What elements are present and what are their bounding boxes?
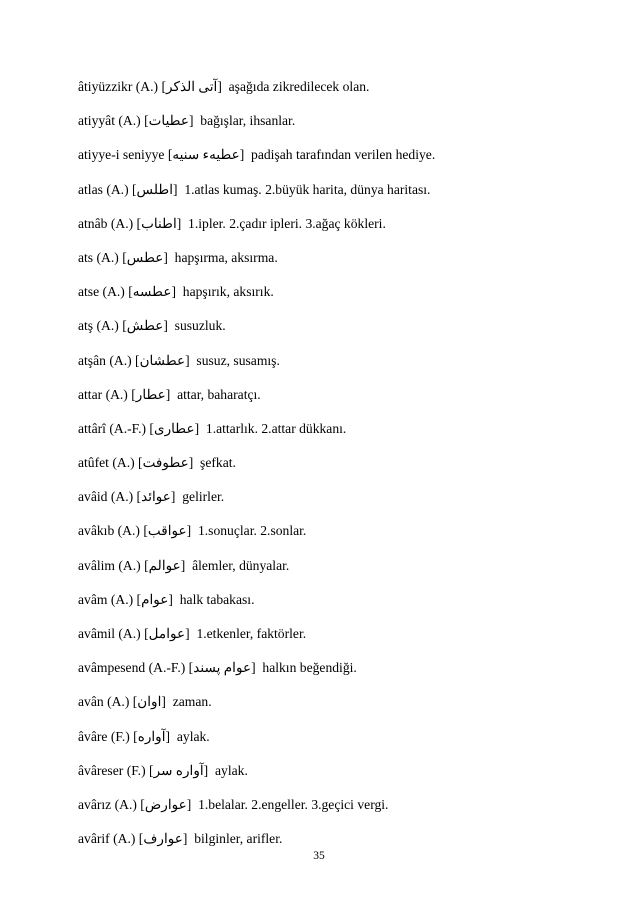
- dictionary-entry: atlas (A.) [اطلس] 1.atlas kumaş. 2.büyük harita, dünya haritası.: [78, 181, 431, 197]
- entry-origin: (A.-F.): [109, 420, 147, 436]
- entry-arabic-script: عطیات: [148, 113, 189, 129]
- entry-definition: 1.etkenler, faktörler.: [196, 626, 307, 641]
- entry-arabic-script: عوامل: [148, 626, 186, 641]
- entry-headword: âvâreser: [78, 762, 124, 778]
- entry-definition: attar, baharatçı.: [177, 386, 261, 402]
- dictionary-entry: atnâb (A.) [اطناب] 1.ipler. 2.çadır ipleri. 3.ağaç kökleri.: [78, 215, 386, 231]
- entry-headword: avâkıb: [78, 523, 115, 539]
- dictionary-entry: âtiyüzzikr (A.) [آتی الذکر] aşağıda zikredilecek olan.: [78, 79, 370, 94]
- entry-headword: avâid: [78, 489, 108, 505]
- entry-definition: 1.attarlık. 2.attar dükkanı.: [205, 420, 347, 436]
- entry-arabic-script: عوام پسند: [193, 660, 252, 676]
- entry-definition: padişah tarafından verilen hediye.: [251, 147, 436, 163]
- entry-definition: gelirler.: [182, 489, 225, 505]
- entry-arabic-script: آتی الذکر: [165, 79, 218, 94]
- entry-headword: avâmil: [78, 626, 115, 641]
- entry-arabic-script: عطیهء سنیه: [172, 147, 240, 163]
- entry-headword: avâlim: [78, 557, 115, 573]
- dictionary-entry: atse (A.) [عطسه] hapşırık, aksırık.: [78, 284, 274, 300]
- entry-arabic-script: آواره سر: [153, 762, 204, 778]
- entry-arabic-script: عطش: [126, 318, 164, 334]
- entry-arabic-script: عوالم: [148, 557, 181, 573]
- entry-arabic-script: عطاری: [153, 420, 195, 436]
- entry-arabic-script: عطشان: [139, 352, 186, 368]
- entry-origin: (A.): [118, 113, 141, 129]
- entry-arabic-script: عطوفت: [142, 455, 189, 471]
- entry-headword: atiyye-i seniyye: [78, 147, 165, 163]
- entry-origin: (F.): [110, 728, 130, 744]
- entry-origin: (A.): [114, 796, 137, 812]
- entry-definition: 1.ipler. 2.çadır ipleri. 3.ağaç kökleri.: [188, 215, 386, 231]
- page-number: 35: [313, 850, 325, 862]
- entry-headword: ats: [78, 249, 94, 265]
- entry-origin: (A.): [110, 489, 134, 505]
- entry-headword: avâm: [78, 591, 108, 607]
- entry-origin: (A.): [113, 831, 136, 847]
- dictionary-entry: atiyye-i seniyye [عطیهء سنیه] padişah tarafından verilen hediye.: [78, 147, 436, 163]
- entry-headword: avân: [78, 694, 104, 710]
- entry-arabic-script: عطار: [135, 386, 166, 402]
- entry-headword: atiyyât: [78, 113, 115, 129]
- dictionary-entry: avâm (A.) [عوام] halk tabakası.: [78, 591, 255, 607]
- entry-origin: (A.): [109, 352, 132, 368]
- entry-headword: atşân: [78, 352, 106, 368]
- entry-headword: avârız: [78, 796, 112, 812]
- entry-origin: (A.): [96, 318, 119, 334]
- dictionary-entry: atûfet (A.) [عطوفت] şefkat.: [78, 455, 236, 471]
- entry-definition: susuzluk.: [174, 318, 226, 334]
- entry-origin: (A.): [105, 386, 128, 402]
- entry-origin: (A.): [118, 626, 141, 641]
- entry-headword: âtiyüzzikr: [78, 79, 133, 94]
- entry-arabic-script: اطناب: [141, 215, 177, 231]
- dictionary-entry: âvâre (F.) [آواره] aylak.: [78, 728, 210, 744]
- entry-origin: (A.): [106, 181, 129, 197]
- entry-list: [78, 72, 578, 858]
- entry-arabic-script: عواقب: [147, 523, 187, 539]
- dictionary-entry: attar (A.) [عطار] attar, baharatçı.: [78, 386, 261, 402]
- entry-origin: (A.): [117, 523, 140, 539]
- entry-origin: (A.): [110, 215, 134, 231]
- entry-definition: 1.atlas kumaş. 2.büyük harita, dünya haritası.: [184, 181, 431, 197]
- entry-headword: attar: [78, 386, 103, 402]
- dictionary-entry: avârif (A.) [عوارف] bilginler, arifler.: [78, 831, 283, 847]
- entry-definition: bağışlar, ihsanlar.: [200, 113, 296, 129]
- entry-definition: hapşırma, aksırma.: [174, 249, 278, 265]
- entry-definition: halk tabakası.: [179, 591, 255, 607]
- dictionary-entry: avârız (A.) [عوارض] 1.belalar. 2.engeller. 3.geçici vergi.: [78, 796, 389, 812]
- entry-arabic-script: عوائد: [141, 489, 171, 505]
- entry-headword: avârif: [78, 831, 110, 847]
- entry-headword: atş: [78, 318, 94, 334]
- dictionary-entry: avâkıb (A.) [عواقب] 1.sonuçlar. 2.sonlar.: [78, 523, 307, 539]
- entry-origin: (A.): [112, 455, 135, 471]
- entry-definition: 1.belalar. 2.engeller. 3.geçici vergi.: [198, 796, 389, 812]
- entry-origin: (A.): [102, 284, 125, 300]
- dictionary-entry: atşân (A.) [عطشان] susuz, susamış.: [78, 352, 280, 368]
- entry-origin: (A.): [135, 79, 159, 94]
- entry-definition: aylak.: [215, 762, 248, 778]
- entry-definition: zaman.: [172, 694, 212, 710]
- entry-definition: halkın beğendiği.: [262, 660, 357, 676]
- entry-arabic-script: عوارف: [143, 831, 183, 847]
- entry-origin: (A.-F.): [148, 660, 186, 676]
- entry-headword: atse: [78, 284, 100, 300]
- entry-arabic-script: عطس: [126, 249, 164, 265]
- entry-definition: aylak.: [176, 728, 210, 744]
- entry-arabic-script: اوان: [137, 694, 162, 710]
- dictionary-entry: attârî (A.-F.) [عطاری] 1.attarlık. 2.attar dükkanı.: [78, 420, 347, 436]
- dictionary-entry: avân (A.) [اوان] zaman.: [78, 694, 212, 710]
- dictionary-entry: avâid (A.) [عوائد] gelirler.: [78, 489, 225, 505]
- entry-origin: (A.): [96, 249, 119, 265]
- entry-origin: (A.): [118, 557, 141, 573]
- dictionary-entry: ats (A.) [عطس] hapşırma, aksırma.: [78, 249, 278, 265]
- entry-definition: aşağıda zikredilecek olan.: [228, 79, 370, 94]
- entry-headword: atnâb: [78, 215, 108, 231]
- entry-definition: hapşırık, aksırık.: [182, 284, 274, 300]
- entry-headword: atlas: [78, 181, 103, 197]
- entry-arabic-script: آواره: [137, 728, 166, 744]
- entry-definition: susuz, susamış.: [196, 352, 280, 368]
- entry-definition: âlemler, dünyalar.: [192, 557, 290, 573]
- entry-definition: şefkat.: [200, 455, 236, 471]
- dictionary-entry: avâlim (A.) [عوالم] âlemler, dünyalar.: [78, 557, 290, 573]
- dictionary-entry: avâmil (A.) [عوامل] 1.etkenler, faktörler.: [78, 626, 307, 641]
- entry-headword: attârî: [78, 420, 106, 436]
- dictionary-entry: âvâreser (F.) [آواره سر] aylak.: [78, 762, 248, 778]
- entry-arabic-script: عطسه: [132, 284, 172, 300]
- entry-definition: bilginler, arifler.: [194, 831, 283, 847]
- entry-definition: 1.sonuçlar. 2.sonlar.: [197, 523, 307, 539]
- entry-origin: (A.): [107, 694, 130, 710]
- entry-origin: (A.): [110, 591, 134, 607]
- dictionary-entry: avâmpesend (A.-F.) [عوام پسند] halkın beğendiği.: [78, 660, 357, 676]
- entry-headword: avâmpesend: [78, 660, 146, 676]
- dictionary-entry: atiyyât (A.) [عطیات] bağışlar, ihsanlar.: [78, 113, 296, 129]
- dictionary-entry: atş (A.) [عطش] susuzluk.: [78, 318, 226, 334]
- entry-origin: (F.): [126, 762, 146, 778]
- entry-arabic-script: عوارض: [144, 796, 187, 812]
- entry-headword: âvâre: [78, 728, 108, 744]
- entry-arabic-script: عوام: [141, 591, 169, 607]
- entry-arabic-script: اطلس: [136, 181, 173, 197]
- entry-headword: atûfet: [78, 455, 109, 471]
